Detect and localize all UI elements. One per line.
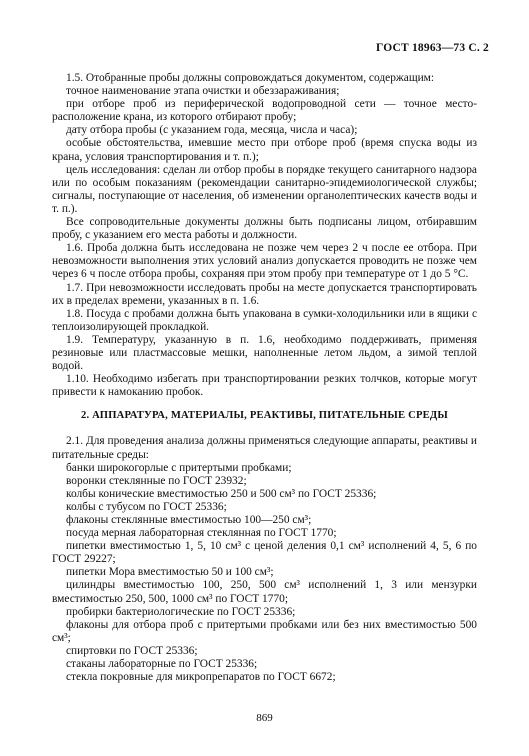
paragraph: точное наименование этапа очистки и обеззараживания; (66, 85, 340, 98)
list-item: колбы конические вместимостью 250 и 500 см³ по ГОСТ 25336; (66, 487, 377, 500)
paragraph: 1.10. Необходимо избегать при транспортировании резких толчков, которые могут привести к намоканию пробок. (52, 373, 477, 399)
list-item: банки широкогорлые с притертыми пробками; (66, 461, 292, 474)
document-header: ГОСТ 18963—73 С. 2 (376, 42, 489, 54)
list-item: колбы с тубусом по ГОСТ 25336; (66, 500, 227, 513)
list-item: стекла покровные для микропрепаратов по ГОСТ 6672; (66, 671, 336, 684)
list-item: пипетки Мора вместимостью 50 и 100 см³; (66, 566, 274, 579)
list-item: посуда мерная лабораторная стеклянная по ГОСТ 1770; (66, 527, 337, 540)
document-body (52, 72, 477, 684)
list-item: пробирки бактериологические по ГОСТ 25336; (66, 605, 296, 618)
paragraph: цель исследования: сделан ли отбор пробы в порядке текущего санитарного надзора или по особым показаниям (рекомендации санитарно-эпидемиологической службы; сигналы, поступающие от населения, об изменении органолептических качеств воды и т. п.). (52, 163, 477, 215)
paragraph: 1.8. Посуда с пробами должна быть упакована в сумки-холодильники или в ящики с теплоизолирующей прокладкой. (52, 307, 477, 333)
list-item: флаконы для отбора проб с притертыми пробками или без них вместимостью 500 см³; (52, 618, 477, 644)
paragraph: дату отбора пробы (с указанием года, месяца, числа и часа); (66, 124, 358, 137)
list-item: воронки стеклянные по ГОСТ 23932; (66, 474, 247, 487)
section-heading: 2. АППАРАТУРА, МАТЕРИАЛЫ, РЕАКТИВЫ, ПИТАТЕЛЬНЫЕ СРЕДЫ (80, 410, 449, 422)
paragraph: 2.1. Для проведения анализа должны применяться следующие аппараты, реактивы и питательные среды: (52, 435, 477, 461)
paragraph: Все сопроводительные документы должны быть подписаны лицом, отбиравшим пробу, с указанием его места работы и должности. (52, 216, 477, 242)
list-item: пипетки вместимостью 1, 5, 10 см³ с ценой деления 0,1 см³ исполнений 4, 5, 6 по ГОСТ 29227; (52, 540, 477, 566)
paragraph: 1.9. Температуру, указанную в п. 1.6, необходимо поддерживать, применяя резиновые или пластмассовые мешки, наполненные летом льдом, а зимой теплой водой. (52, 333, 477, 373)
paragraph: 1.7. При невозможности исследовать пробы на месте допускается транспортировать их в пределах времени, указанных в п. 1.6. (52, 281, 477, 307)
list-item: цилиндры вместимостью 100, 250, 500 см³ исполнений 1, 3 или мензурки вместимостью 250, 500, 1000 см³ по ГОСТ 1770; (52, 579, 477, 605)
page-number: 869 (256, 712, 273, 724)
paragraph: 1.5. Отобранные пробы должны сопровождаться документом, содержащим: (66, 72, 435, 84)
list-item: стаканы лабораторные по ГОСТ 25336; (66, 658, 258, 671)
list-item: спиртовки по ГОСТ 25336; (66, 644, 198, 657)
list-item: флаконы стеклянные вместимостью 100—250 см³; (66, 514, 312, 526)
paragraph: при отборе проб из периферической водопроводной сети — точное место-расположение крана, из которого отбирают пробу; (52, 98, 477, 124)
paragraph: 1.6. Проба должна быть исследована не позже чем через 2 ч после ее отбора. При невозможности выполнения этих условий анализ допускается проводить не позже чем через 6 ч после отбора пробы, сохраняя при этом пробу при температуре от 1 до 5 °С. (52, 242, 477, 281)
paragraph: особые обстоятельства, имевшие место при отборе проб (время спуска воды из крана, условия транспортирования и т. п.); (52, 137, 477, 163)
